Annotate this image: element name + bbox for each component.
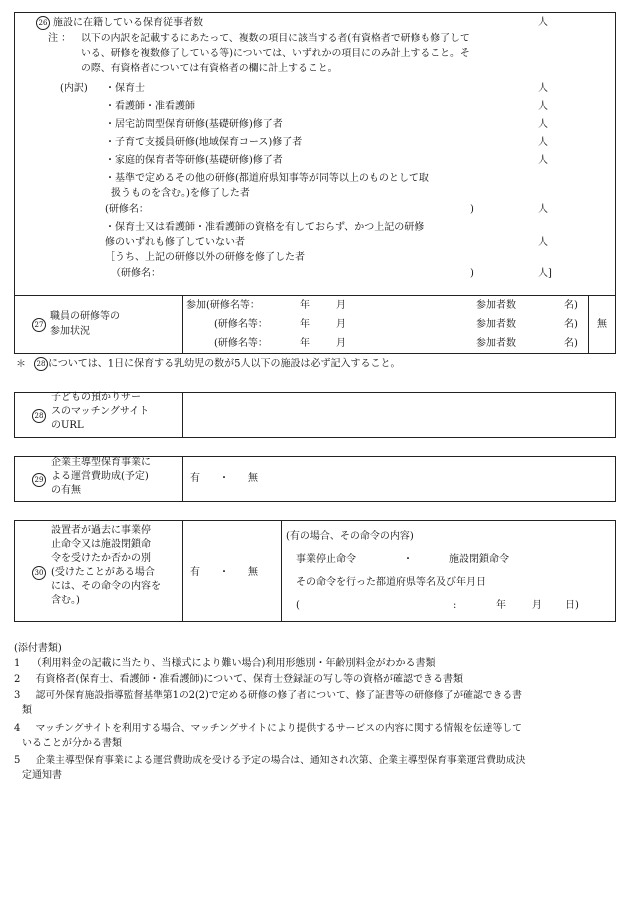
divider <box>182 392 183 438</box>
divider <box>182 456 183 502</box>
footnote: ＊ 28 については、1日に保育する乳幼児の数が5人以下の施設は必ず記入すること。 <box>16 358 401 370</box>
note-label: 注 ： <box>48 33 72 44</box>
item-number: 27 <box>32 318 46 332</box>
unit: 人 <box>538 101 548 112</box>
divider <box>182 296 183 354</box>
order-date-label: その命令を行った都道府県等名及び年月日 <box>296 577 486 588</box>
item-number: 28 <box>32 409 46 423</box>
breakdown-item: ・子育て支援員研修(地域保育コース)修了者 <box>105 137 303 148</box>
unit: 人 <box>538 83 548 94</box>
order-type: 施設閉鎖命令 <box>449 554 509 565</box>
separator: ・ <box>219 473 229 484</box>
separator: ・ <box>403 554 413 565</box>
no-option: 無 <box>248 473 258 484</box>
breakdown-item: ・看護師・准看護師 <box>105 101 195 112</box>
unit: 人 <box>538 119 548 130</box>
paren-close: ) <box>470 204 474 215</box>
item-number: 30 <box>32 566 46 580</box>
none-option: 無 <box>597 319 607 330</box>
attachment-item-cont: 定通知書 <box>22 770 62 781</box>
order-type: 事業停止命令 <box>296 554 356 565</box>
attachment-item: 4 マッチングサイトを利用する場合、マッチングサイトにより提供するサービスの内容に関する情報を伝達等して <box>14 723 522 734</box>
subtotal-line: ［うち、上記の研修以外の研修を修了した者 <box>105 252 305 263</box>
unit: 人 <box>538 237 548 248</box>
breakdown-item: ・居宅訪問型保育研修(基礎研修)修了者 <box>105 119 283 130</box>
divider <box>588 296 589 354</box>
order-detail-title: (有の場合、その命令の内容) <box>286 531 414 542</box>
training-name-label: (研修名： <box>105 204 149 215</box>
separator: ・ <box>219 567 229 578</box>
attachment-item: 3 認可外保育施設指導監督基準第1の2(2)で定める研修の修了者について、修了証書等の研修修了が確認できる書 <box>14 690 522 701</box>
note-line: 以下の内訳を記載するにあたって、複数の項目に該当する者(有資格者で研修も修了して <box>81 33 470 44</box>
month-label: 月 <box>532 600 542 611</box>
breakdown-item-cont: 修のいずれも修了していない者 <box>105 237 245 248</box>
breakdown-item: ・保育士又は看護師・准看護師の資格を有しておらず、かつ上記の研修 <box>105 222 425 233</box>
breakdown-label: (内訳) <box>60 83 88 94</box>
item-number: 26 <box>36 16 50 30</box>
year-label: 年 <box>496 600 506 611</box>
unit: 人 <box>538 17 548 28</box>
breakdown-item-cont: 扱うものを含む。)を修了した者 <box>111 188 250 199</box>
section-26-title: 26 施設に在籍している保育従事者数 <box>36 16 203 31</box>
breakdown-item: ・保育士 <box>105 83 145 94</box>
unit: 人 <box>538 204 548 215</box>
attachment-item: 5 企業主導型保育事業による運営費助成を受ける予定の場合は、通知され次第、企業主導型保育事業運営費助成決 <box>14 755 526 766</box>
section-28-label: 子どもの預かりサー スのマッチングサイト のURL <box>51 392 150 431</box>
item-number: 29 <box>32 473 46 487</box>
section-27-label: 27 職員の研修等の 参加状況 <box>32 310 120 339</box>
section-29-label: 企業主導型保育事業に よる運営費助成(予定) の有無 <box>51 457 151 496</box>
note-line: の際、有資格者については有資格者の欄に計上すること。 <box>81 63 338 74</box>
divider <box>281 520 282 622</box>
yes-option: 有 <box>190 473 200 484</box>
yes-option: 有 <box>190 567 200 578</box>
attachment-item-cont: いることが分かる書類 <box>22 738 122 749</box>
training-name-label: （研修名： <box>111 268 161 279</box>
colon: : <box>453 600 457 611</box>
attachments-title: (添付書類) <box>14 643 62 654</box>
note-line: いる、研修を複数修了している等)については、いずれかの項目にのみ計上すること。そ <box>81 48 470 59</box>
section-30-label: 設置者が過去に事業停 止命令又は施設閉鎖命 令を受けたか否かの別 (受けたことがある場合 には、その命令の内容を 含む。) <box>51 525 161 606</box>
paren-open: ( <box>296 600 300 611</box>
day-label: 日) <box>565 600 579 611</box>
attachment-item: 2 有資格者(保育士、看護師・准看護師)について、保育士登録証の写し等の資格が確認できる書類 <box>14 674 463 685</box>
paren-close: ) <box>470 268 474 279</box>
unit: 人 <box>538 137 548 148</box>
breakdown-item: ・家庭的保育者等研修(基礎研修)修了者 <box>105 155 283 166</box>
unit: 人 <box>538 155 548 166</box>
breakdown-item: ・基準で定めるその他の研修(都道府県知事等が同等以上のものとして取 <box>105 173 429 184</box>
unit: 人] <box>538 268 552 279</box>
no-option: 無 <box>248 567 258 578</box>
attachment-item: 1 （利用料金の記載に当たり、当様式により難い場合)利用形態別・年齢別料金がわかる書類 <box>14 658 436 669</box>
divider <box>182 520 183 622</box>
item-number: 28 <box>34 357 48 371</box>
attachment-item-cont: 類 <box>22 705 32 716</box>
